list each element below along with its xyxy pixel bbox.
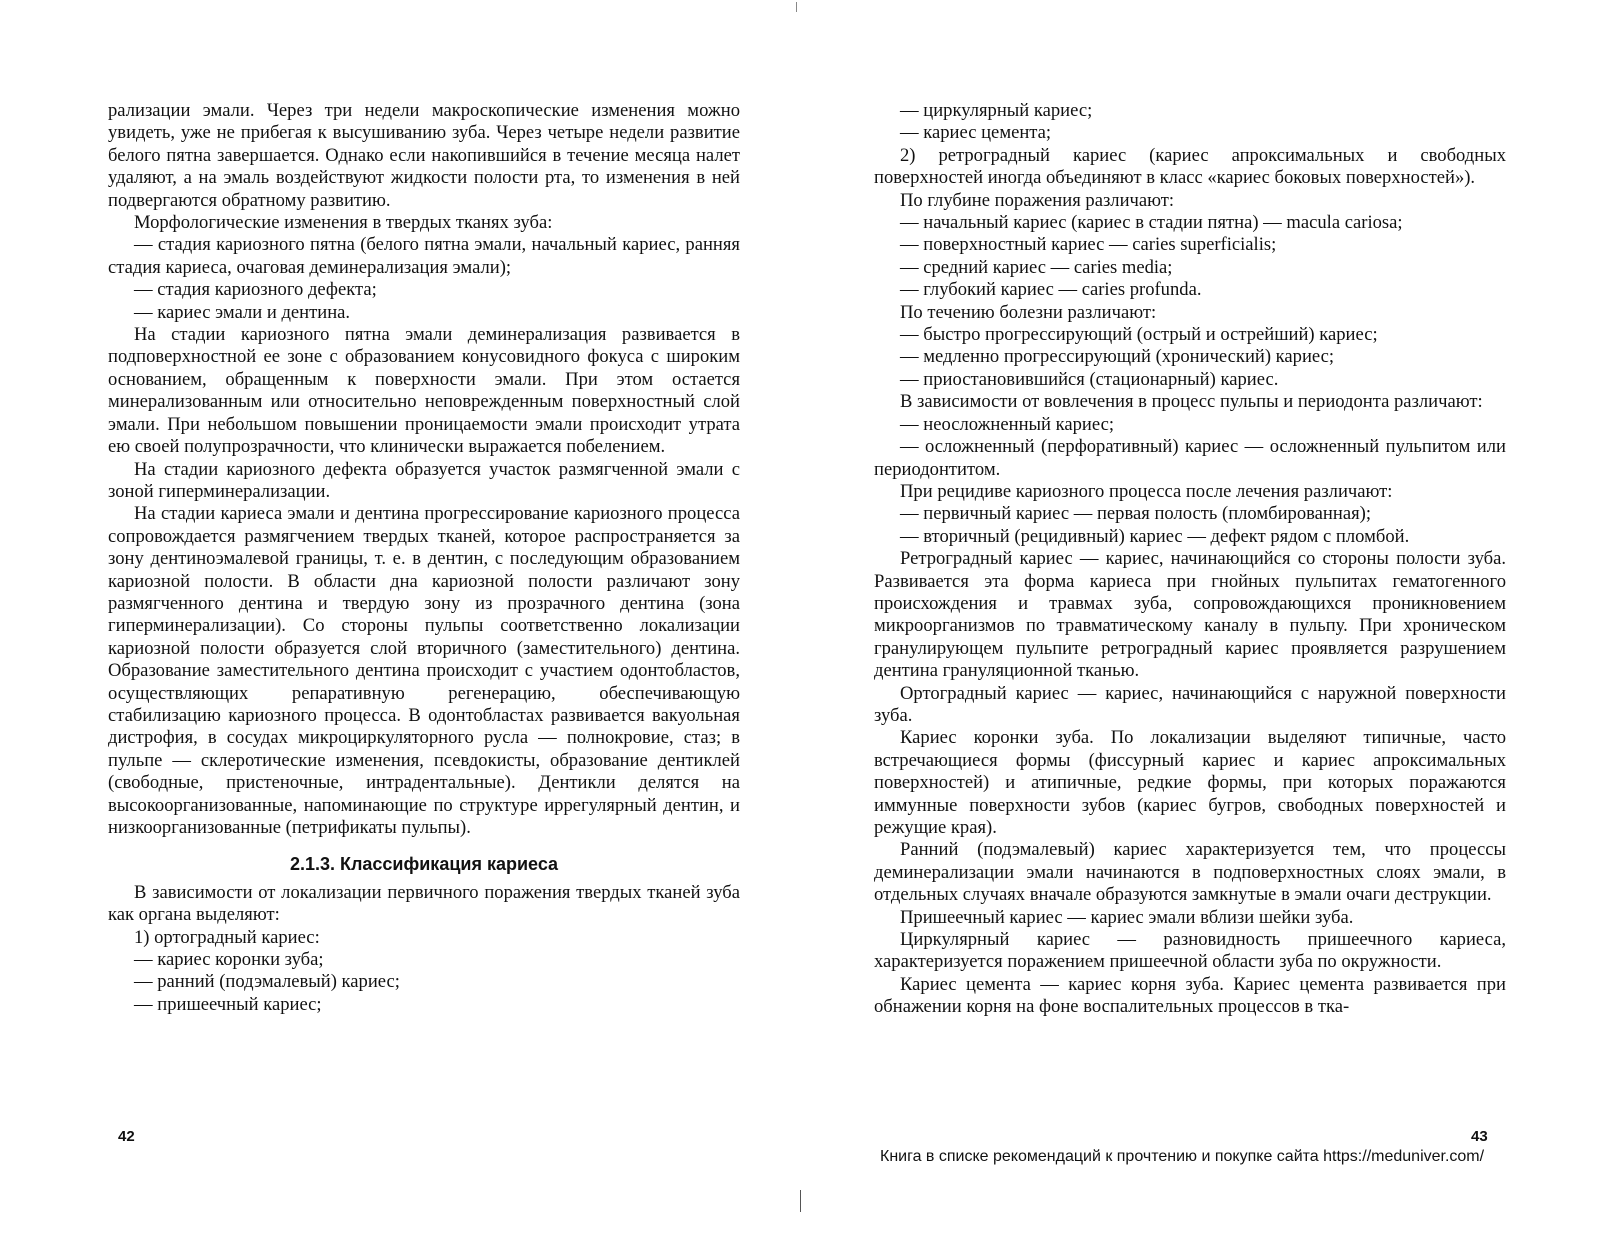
list-item: — быстро прогрессирующий (острый и острейший) кариес; bbox=[900, 324, 1378, 346]
list-item: — первичный кариес — первая полость (пломбированная); bbox=[900, 503, 1371, 525]
paragraph: По глубине поражения различают: bbox=[900, 189, 1175, 211]
list-item: — стадия кариозного пятна (белого пятна эмали, начальный кариес, ранняя стадия кариеса, очаговая деминерализация эмали); bbox=[108, 234, 740, 278]
list-item: 1) ортоградный кариес: bbox=[134, 926, 320, 948]
paragraph: На стадии кариеса эмали и дентина прогрессирование кариозного процесса сопровождается размягчением твердых тканей, которое распространяется за зону дентиноэмалевой границы, т. е. в дентин, с последующим образованием кариозной полости. В области дна кариозной полости различают зону размягченного дентина и твердую зону из прозрачного дентина (зона гиперминерализации). Со стороны пульпы соответственно локализации кариозной полости образуется слой вторичного (заместительного) дентина. Образование заместительного дентина происходит с участием одонтобластов, осуществляющих репаративную регенерацию, обеспечивающую стабилизацию кариозного процесса. В одонтобластах развивается вакуольная дистрофия, в сосудах микроциркуляторного русла — полнокровие, стаз; в пульпе — склеротические изменения, псевдокисты, образование дентиклей (свободные, пристеночные, интрадентальные). Дентикли делятся на высокоорганизованные, напоминающие по структуре иррегулярный дентин, и низкоорганизованные (петрификаты пульпы). bbox=[108, 503, 740, 838]
paragraph: Кариес цемента — кариес корня зуба. Кариес цемента развивается при обнажении корня на фоне воспалительных процессов в тка- bbox=[874, 973, 1506, 1018]
list-item: — кариес эмали и дентина. bbox=[134, 301, 351, 323]
list-item: — вторичный (рецидивный) кариес — дефект рядом с пломбой. bbox=[900, 525, 1410, 547]
list-item: — стадия кариозного дефекта; bbox=[134, 279, 377, 301]
paragraph: Кариес коронки зуба. По локализации выделяют типичные, часто встречающиеся формы (фиссурный кариес и кариес апроксимальных поверхностей) и атипичные, редкие формы, при которых поражаются иммунные поверхности зубов (кариес бугров, свободных поверхностей и режущие края). bbox=[874, 727, 1506, 838]
list-item: — поверхностный кариес — caries superficialis; bbox=[900, 234, 1277, 256]
paragraph: Морфологические изменения в твердых тканях зуба: bbox=[134, 212, 553, 234]
footer-note: Книга в списке рекомендаций к прочтению и покупке сайта https://meduniver.com/ bbox=[880, 1148, 1485, 1165]
right-page bbox=[874, 100, 1506, 1019]
paragraph: рализации эмали. Через три недели макроскопические изменения можно увидеть, уже не прибегая к высушиванию зуба. Через четыре недели развитие белого пятна завершается. Однако если накопившийся в течение месяца налет удаляют, а на эмаль воздействуют жидкости полости рта, то изменения в ней подвергаются обратному развитию. bbox=[108, 100, 740, 211]
list-item: — неосложненный кариес; bbox=[900, 413, 1115, 435]
paragraph: На стадии кариозного пятна эмали деминерализация развивается в подповерхностной ее зоне с образованием конусовидного фокуса с широким основанием, обращенным к поверхности эмали. При этом остается минерализованным или относительно неповрежденным поверхностный слой эмали. При небольшом повышении проницаемости эмали происходит утрата ею своей полупрозрачности, что клинически выражается побелением. bbox=[108, 324, 740, 458]
list-item: 2) ретроградный кариес (кариес апроксимальных и свободных поверхностей иногда объединяют в класс «кариес боковых поверхностей»). bbox=[874, 144, 1506, 189]
list-item: — осложненный (перфоративный) кариес — осложненный пульпитом или периодонтитом. bbox=[874, 436, 1506, 480]
gutter-mark-bottom bbox=[800, 1190, 801, 1212]
list-item: — ранний (подэмалевый) кариес; bbox=[134, 971, 400, 993]
paragraph: При рецидиве кариозного процесса после лечения различают: bbox=[900, 480, 1393, 502]
list-item: — циркулярный кариес; bbox=[900, 100, 1093, 121]
page-number-right: 43 bbox=[1471, 1128, 1488, 1145]
list-item: — приостановившийся (стационарный) кариес. bbox=[900, 368, 1279, 390]
list-item: — глубокий кариес — caries profunda. bbox=[900, 279, 1202, 301]
paragraph: На стадии кариозного дефекта образуется участок размягченной эмали с зоной гиперминерализации. bbox=[108, 458, 740, 502]
list-item: — пришеечный кариес; bbox=[134, 993, 322, 1015]
paragraph: Пришеечный кариес — кариес эмали вблизи шейки зуба. bbox=[900, 906, 1354, 928]
left-page bbox=[108, 100, 740, 1016]
section-heading: 2.1.3. Классификация кариеса bbox=[289, 854, 559, 875]
list-item: — кариес цемента; bbox=[900, 122, 1052, 144]
paragraph: В зависимости от локализации первичного поражения твердых тканей зуба как органа выделяют: bbox=[108, 881, 740, 926]
list-item: — медленно прогрессирующий (хронический) кариес; bbox=[900, 346, 1335, 368]
paragraph: По течению болезни различают: bbox=[900, 301, 1157, 323]
list-item: — кариес коронки зуба; bbox=[134, 949, 324, 971]
paragraph: Циркулярный кариес — разновидность пришеечного кариеса, характеризуется поражением пришеечной области зуба по окружности. bbox=[874, 929, 1506, 973]
paragraph: Ортоградный кариес — кариес, начинающийся с наружной поверхности зуба. bbox=[874, 682, 1506, 726]
gutter-mark-top bbox=[796, 2, 800, 12]
page-number-left: 42 bbox=[118, 1128, 135, 1145]
list-item: — начальный кариес (кариес в стадии пятна) — macula cariosa; bbox=[900, 212, 1403, 234]
paragraph: В зависимости от вовлечения в процесс пульпы и периодонта различают: bbox=[900, 391, 1483, 413]
paragraph: Ранний (подэмалевый) кариес характеризуется тем, что процессы деминерализации эмали начинаются в подповерхностных слоях эмали, в отдельных случаях вначале образуются замкнутые в эмали очаги деструкции. bbox=[874, 839, 1506, 906]
paragraph: Ретроградный кариес — кариес, начинающийся со стороны полости зуба. Развивается эта форма кариеса при гнойных пульпитах гематогенного происхождения и травмах зуба, сопровождающихся проникновением микроорганизмов по травматическому каналу в пульпу. При хроническом гранулирующем пульпите ретроградный кариес проявляется разрушением дентина грануляционной тканью. bbox=[874, 548, 1506, 682]
list-item: — средний кариес — caries media; bbox=[900, 256, 1173, 278]
